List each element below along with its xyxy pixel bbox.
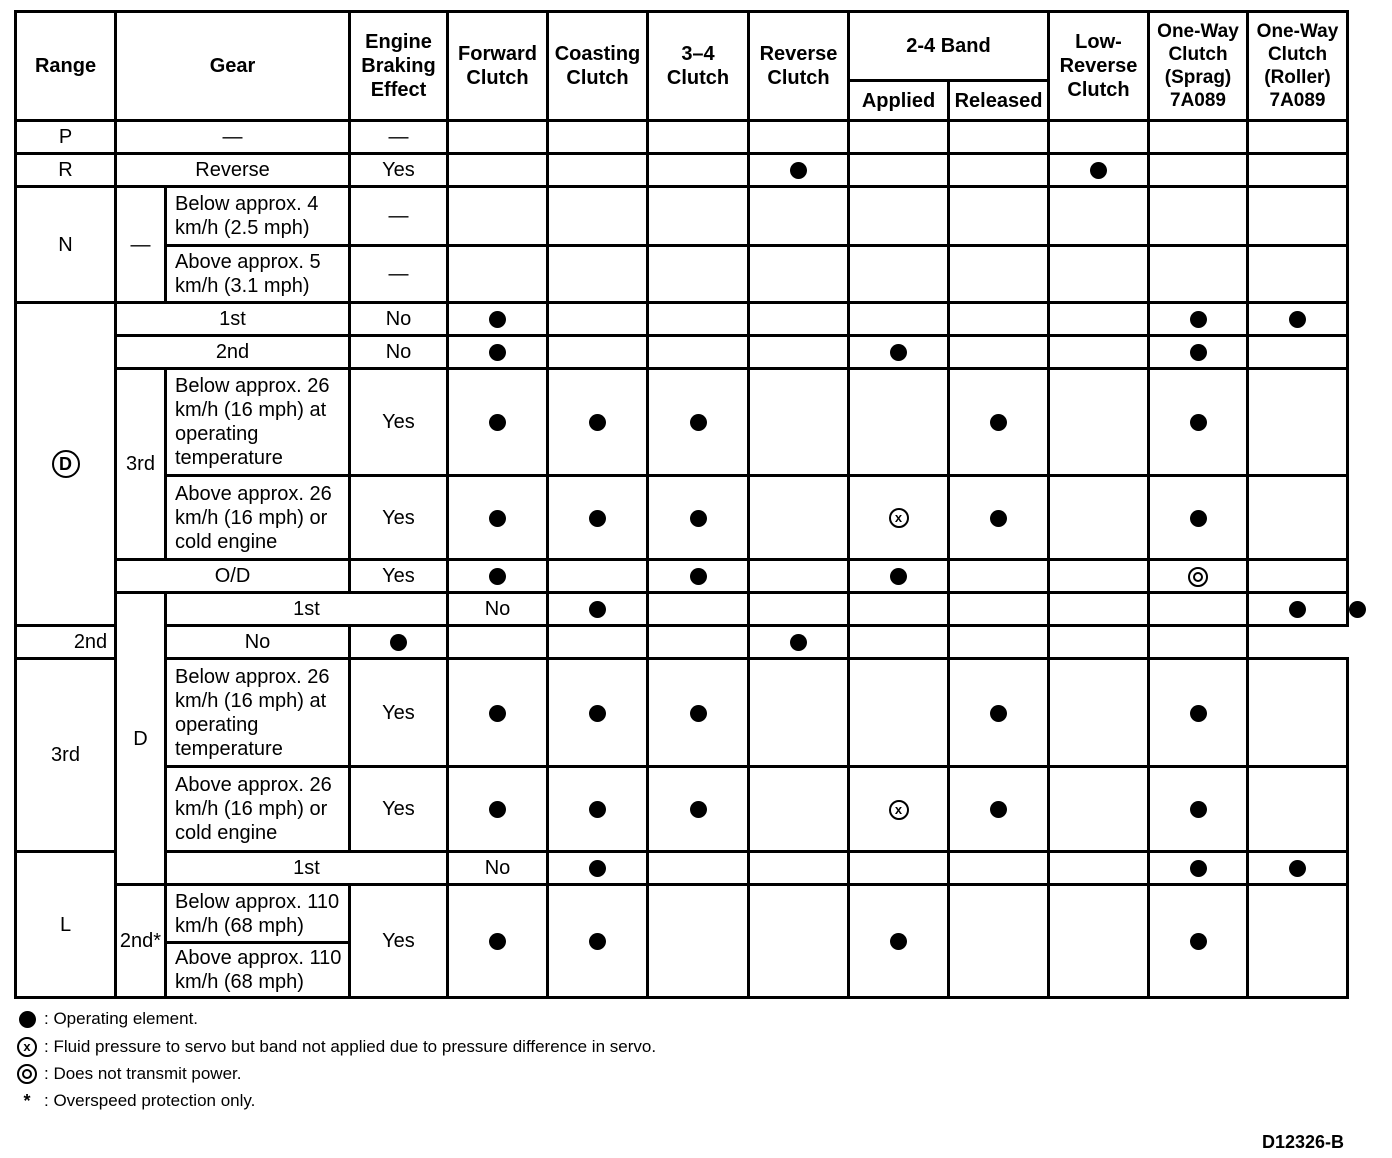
braking-cell: No	[448, 593, 548, 626]
gear-cell: 3rd	[16, 659, 116, 852]
figure-code: D12326-B	[1261, 1132, 1344, 1152]
operating-dot-icon	[19, 1011, 36, 1028]
condition-cell: Below approx. 26 km/h (16 mph) at operating temperature	[166, 369, 350, 476]
operating-dot-icon	[690, 568, 707, 585]
braking-cell: Yes	[350, 659, 448, 767]
gear-cell: 3rd	[116, 369, 166, 560]
condition-cell: Below approx. 4 km/h (2.5 mph)	[166, 187, 350, 246]
table-row	[16, 303, 1348, 336]
condition-cell: Below approx. 26 km/h (16 mph) at operating temperature	[166, 659, 350, 767]
operating-dot-icon	[1289, 860, 1306, 877]
table-row	[16, 885, 1348, 943]
double-circle-icon	[17, 1064, 37, 1084]
operating-dot-icon	[890, 344, 907, 361]
operating-dot-icon	[990, 801, 1007, 818]
operating-dot-icon	[1190, 414, 1207, 431]
operating-dot-icon	[390, 634, 407, 651]
operating-dot-icon	[1289, 601, 1306, 618]
table-row	[16, 593, 1348, 626]
range-cell: R	[16, 154, 116, 187]
header-engine-braking: Engine Braking Effect	[350, 12, 448, 121]
braking-cell: Yes	[350, 154, 448, 187]
operating-dot-icon	[489, 933, 506, 950]
gear-cell: 2nd*	[116, 885, 166, 998]
table-row	[16, 369, 1348, 476]
legend-asterisk	[16, 1091, 255, 1111]
operating-dot-icon	[589, 933, 606, 950]
table-row	[16, 154, 1348, 187]
operating-dot-icon	[1190, 311, 1207, 328]
condition-cell: Above approx. 26 km/h (16 mph) or cold engine	[166, 767, 350, 852]
braking-cell: No	[350, 336, 448, 369]
range-cell: P	[16, 121, 116, 154]
gear-cell: 1st	[166, 593, 448, 626]
asterisk-symbol: *	[23, 1091, 31, 1111]
operating-elements-table	[14, 10, 1349, 999]
operating-dot-icon	[1349, 601, 1366, 618]
header-oneway-roller: One-Way Clutch (Roller) 7A089	[1248, 12, 1348, 121]
operating-dot-icon	[589, 705, 606, 722]
operating-dot-icon	[489, 311, 506, 328]
operating-dot-icon	[589, 801, 606, 818]
header-reverse-clutch: Reverse Clutch	[749, 12, 849, 121]
header-34-clutch: 3–4 Clutch	[648, 12, 749, 121]
header-low-reverse-clutch: Low-Reverse Clutch	[1049, 12, 1149, 121]
operating-dot-icon	[1190, 801, 1207, 818]
braking-cell: —	[350, 187, 448, 246]
condition-cell: Above approx. 110 km/h (68 mph)	[166, 943, 350, 998]
gear-cell: 1st	[166, 852, 448, 885]
legend-text: : Operating element.	[44, 1009, 199, 1028]
operating-dot-icon	[1190, 860, 1207, 877]
gear-cell: 2nd	[16, 626, 166, 659]
operating-dot-icon	[1190, 510, 1207, 527]
braking-cell: Yes	[350, 885, 448, 998]
legend-text: : Overspeed protection only.	[44, 1091, 256, 1110]
table-row	[16, 246, 1348, 303]
braking-cell: —	[350, 121, 448, 154]
operating-dot-icon	[890, 933, 907, 950]
circled-d-icon: D	[52, 450, 80, 478]
table-row	[16, 560, 1348, 593]
table-row	[16, 767, 1348, 852]
gear-cell: —	[116, 121, 350, 154]
legend-text: : Does not transmit power.	[44, 1064, 242, 1083]
table-row	[16, 187, 1348, 246]
operating-dot-icon	[589, 601, 606, 618]
operating-dot-icon	[489, 705, 506, 722]
legend-no-power	[16, 1064, 241, 1084]
gear-cell: 2nd	[116, 336, 350, 369]
table-row	[16, 476, 1348, 560]
range-cell: N	[16, 187, 116, 303]
condition-cell: Above approx. 5 km/h (3.1 mph)	[166, 246, 350, 303]
operating-dot-icon	[489, 568, 506, 585]
table-row	[16, 659, 1348, 767]
header-gear: Gear	[116, 12, 350, 121]
table-row	[16, 852, 1348, 885]
operating-dot-icon	[489, 510, 506, 527]
gear-cell: 1st	[116, 303, 350, 336]
operating-dot-icon	[990, 414, 1007, 431]
braking-cell: Yes	[350, 767, 448, 852]
circled-x-icon: x	[17, 1037, 37, 1057]
operating-dot-icon	[489, 344, 506, 361]
circled-x-icon: x	[889, 800, 909, 820]
table-row	[16, 121, 1348, 154]
circled-x-icon: x	[889, 508, 909, 528]
range-cell: L	[16, 852, 116, 998]
operating-dot-icon	[1190, 933, 1207, 950]
operating-dot-icon	[1090, 162, 1107, 179]
gear-cell: Reverse	[116, 154, 350, 187]
operating-dot-icon	[589, 510, 606, 527]
operating-dot-icon	[690, 510, 707, 527]
condition-cell: Below approx. 110 km/h (68 mph)	[166, 885, 350, 943]
header-24-band: 2-4 Band	[849, 12, 1049, 81]
operating-dot-icon	[1289, 311, 1306, 328]
operating-dot-icon	[990, 510, 1007, 527]
braking-cell: Yes	[350, 476, 448, 560]
braking-cell: No	[166, 626, 350, 659]
condition-cell: Above approx. 26 km/h (16 mph) or cold engine	[166, 476, 350, 560]
gear-cell: O/D	[116, 560, 350, 593]
braking-cell: Yes	[350, 369, 448, 476]
header-oneway-sprag: One-Way Clutch (Sprag) 7A089	[1149, 12, 1248, 121]
table-row	[16, 626, 1348, 659]
braking-cell: No	[448, 852, 548, 885]
braking-cell: Yes	[350, 560, 448, 593]
operating-dot-icon	[1190, 344, 1207, 361]
operating-dot-icon	[1190, 705, 1207, 722]
operating-dot-icon	[690, 801, 707, 818]
operating-dot-icon	[890, 568, 907, 585]
header-range: Range	[16, 12, 116, 121]
gear-cell: —	[116, 187, 166, 303]
operating-dot-icon	[790, 162, 807, 179]
operating-dot-icon	[790, 634, 807, 651]
range-cell: D	[116, 593, 166, 885]
range-cell-overdrive	[16, 303, 116, 626]
table-row	[16, 336, 1348, 369]
double-circle-icon	[1188, 567, 1208, 587]
header-band-applied: Applied	[849, 81, 949, 121]
header-band-released: Released	[949, 81, 1049, 121]
legend-fluid	[16, 1037, 656, 1057]
operating-dot-icon	[489, 801, 506, 818]
operating-dot-icon	[589, 414, 606, 431]
operating-dot-icon	[690, 705, 707, 722]
operating-dot-icon	[489, 414, 506, 431]
operating-dot-icon	[690, 414, 707, 431]
legend-operating	[16, 1009, 198, 1029]
operating-dot-icon	[589, 860, 606, 877]
braking-cell: No	[350, 303, 448, 336]
legend-text: : Fluid pressure to servo but band not applied due to pressure difference in servo.	[44, 1037, 657, 1056]
operating-dot-icon	[990, 705, 1007, 722]
header-coasting-clutch: Coasting Clutch	[548, 12, 648, 121]
braking-cell: —	[350, 246, 448, 303]
header-forward-clutch: Forward Clutch	[448, 12, 548, 121]
